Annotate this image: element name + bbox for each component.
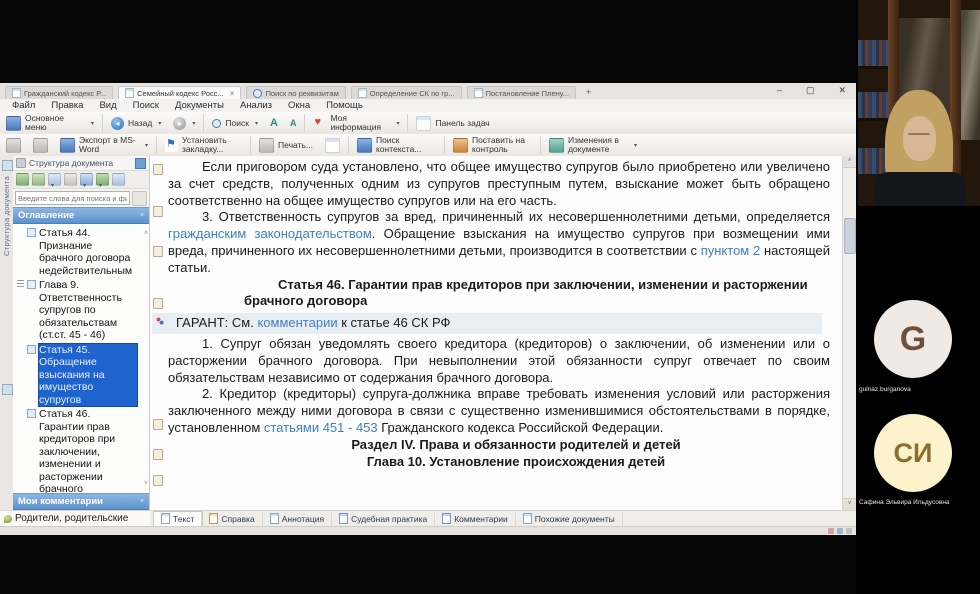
main-menu-button[interactable]: Основное меню ▾ <box>0 113 100 133</box>
section-iv-heading: Раздел IV. Права и обязанности родителей и детей <box>351 436 681 452</box>
scroll-up-icon[interactable] <box>843 156 856 168</box>
toolbar-separator <box>250 136 251 154</box>
save-icon <box>6 138 21 153</box>
bookshelf <box>858 148 888 174</box>
bookshelf <box>858 92 888 118</box>
toc-item-article-45[interactable]: Статья 45. Обращение взыскания на имущество супругов <box>17 344 137 407</box>
search-icon <box>212 119 221 128</box>
scroll-up-icon[interactable] <box>144 228 148 241</box>
set-bookmark-button[interactable]: ⚑ Установить закладку... <box>159 135 248 155</box>
preview-button[interactable] <box>319 135 346 155</box>
main-menu-icon <box>6 116 21 131</box>
window-controls <box>777 85 846 96</box>
filter-icon[interactable] <box>80 173 93 186</box>
section-menu-icon[interactable]: × <box>139 212 144 219</box>
back-arrow-icon: ◂ <box>111 117 124 130</box>
text-run: 3. Ответственность супругов за вред, причиненный их несовершеннолетними детьми, определяется <box>202 209 830 225</box>
back-button[interactable]: ◂ Назад ▾ <box>105 113 167 133</box>
dock-panel-icon[interactable] <box>135 158 146 169</box>
article-icon <box>27 345 36 354</box>
footer-tab-comments[interactable] <box>435 512 516 526</box>
menu-analysis[interactable]: Анализ <box>239 100 273 111</box>
forward-arrow-icon: ▸ <box>173 117 186 130</box>
scroll-down-icon[interactable] <box>843 498 856 510</box>
refresh-icon[interactable] <box>64 173 77 186</box>
participant-shoulders <box>874 172 966 206</box>
document-text <box>168 159 830 470</box>
structure-panel-icon[interactable] <box>2 384 13 395</box>
my-information-button[interactable]: ♥ Моя информация ▾ <box>307 113 405 133</box>
collapse-node-icon[interactable] <box>17 280 24 289</box>
footer-tab-reference[interactable] <box>202 512 262 526</box>
toolbar-separator <box>444 136 445 154</box>
garant-note <box>152 313 822 334</box>
menu-view[interactable]: Вид <box>99 100 117 111</box>
forward-button[interactable] <box>167 113 201 133</box>
margin-marker-icon[interactable] <box>153 246 163 257</box>
text-run: Гражданского кодекса Российской Федерации. <box>377 419 664 435</box>
glass-cabinet-door <box>961 10 980 140</box>
document-changes-button[interactable]: Изменения в документе ▾ <box>543 135 643 155</box>
toc-item-article-44[interactable]: Статья 44. Признание брачного договора недействительным <box>17 227 137 277</box>
document-icon <box>474 88 483 98</box>
reference-tab-icon <box>209 513 218 524</box>
text-run: . Обращение взыскания на имущество супругов при возмещении ими вреда, причиненного их несовершеннолетними детьми, производится в соответствии с <box>168 226 830 258</box>
garant-label: ГАРАНТ: <box>176 315 229 331</box>
toc-item-chapter-9[interactable]: Глава 9. Ответственность супругов по обязательствам (ст.ст. 45 - 46) <box>17 279 137 342</box>
margin-marker-icon[interactable] <box>153 475 163 486</box>
structure-vertical-tab[interactable]: Структура документа <box>2 176 11 256</box>
link-articles-451-453[interactable]: статьями 451 - 453 <box>263 419 378 435</box>
section-menu-icon[interactable]: × <box>139 498 144 505</box>
minimize-icon[interactable]: – <box>776 85 782 95</box>
chapter-icon <box>27 280 36 289</box>
view-mode-icon[interactable] <box>48 173 61 186</box>
link-civil-legislation[interactable]: гражданским законодательством <box>168 226 372 242</box>
footer-tab-label: Аннотация <box>281 513 325 524</box>
tab-search-by-requisites[interactable] <box>246 86 345 99</box>
task-panel-icon <box>416 116 431 131</box>
document-scrollbar[interactable] <box>842 156 856 510</box>
text-run: См. <box>231 315 258 331</box>
footer-tab-similar-documents[interactable] <box>516 512 623 526</box>
toc-section-header[interactable] <box>13 207 149 224</box>
tab-label: Семейный кодекс Росс... <box>137 88 224 98</box>
toolbar-separator <box>540 136 541 154</box>
status-icon[interactable] <box>846 528 852 534</box>
comments-header-label: Мои комментарии <box>18 496 103 507</box>
comment-marker-icon <box>4 515 12 523</box>
toolbar-separator <box>348 136 349 154</box>
document-footer-tabs <box>150 510 856 526</box>
collapse-all-icon[interactable] <box>32 173 45 186</box>
paragraph <box>168 209 830 276</box>
document-structure-panel <box>13 156 150 510</box>
text-run: настоящей статьи. <box>168 242 830 275</box>
participants-panel <box>856 0 980 594</box>
toc-header-label: Оглавление <box>18 210 75 221</box>
control-icon <box>453 138 468 153</box>
search-icon <box>253 89 262 98</box>
shelf-edge <box>858 118 888 121</box>
page-icon <box>325 138 340 153</box>
chapter-10-heading: Глава 10. Установление происхождения детей <box>366 453 666 469</box>
export-msword-button[interactable]: Экспорт в MS-Word ▾ <box>54 135 154 155</box>
main-toolbar <box>0 112 856 135</box>
webcam-video[interactable] <box>858 0 980 206</box>
footer-tab-label: Комментарии <box>454 513 508 524</box>
status-bar <box>0 526 856 535</box>
print-button[interactable]: Печать... <box>253 135 319 155</box>
text-tab-icon <box>161 513 170 524</box>
footer-tab-label: Судебная практика <box>351 513 428 524</box>
document-icon <box>358 88 367 98</box>
folder-icon <box>33 138 48 153</box>
tab-family-code[interactable] <box>118 86 241 99</box>
link-point-2[interactable]: пунктом 2 <box>700 242 761 258</box>
comment-item-label: Родители, родительские <box>15 513 129 524</box>
tab-label: Поиск по реквизитам <box>265 88 339 98</box>
margin-marker-icon[interactable] <box>153 419 163 430</box>
maximize-icon[interactable]: ▢ <box>805 85 815 95</box>
document-view <box>150 156 856 510</box>
structure-search-row <box>13 189 149 207</box>
document-toolbar <box>0 134 856 157</box>
annotation-tab-icon <box>270 513 279 524</box>
margin-marker-icon[interactable] <box>153 449 163 460</box>
document-icon <box>12 88 21 98</box>
context-search-button[interactable]: Поиск контекста... <box>351 135 442 155</box>
heart-icon <box>313 117 326 130</box>
my-comments-item[interactable] <box>0 510 150 526</box>
avatar-gulnaz[interactable] <box>874 300 952 378</box>
pin-icon[interactable] <box>2 160 13 171</box>
status-icon[interactable] <box>837 528 843 534</box>
avatar-safina[interactable] <box>874 414 952 492</box>
paragraph: 1. Супруг обязан уведомлять своего кредитора (кредиторов) о заключении, об изменении или о расторжении брачного договора. При невыполнении этой обязанности супруг отвечает по своим обязательствам независимо от содержания брачного договора. <box>168 335 830 385</box>
tab-label: Постановление Плену... <box>485 88 570 98</box>
export-word-icon <box>60 138 75 153</box>
printer-icon <box>259 138 274 153</box>
toolbar-separator <box>102 114 103 132</box>
menu-documents[interactable]: Документы <box>174 100 224 111</box>
garant-application-window <box>0 83 856 535</box>
avatar-initials: G <box>899 319 927 358</box>
footer-tab-text[interactable] <box>154 512 202 526</box>
toc-tree <box>13 224 149 493</box>
participant-name: gulnaz.burganova <box>859 386 911 393</box>
sync-icon[interactable] <box>96 173 109 186</box>
garant-marker-icon <box>156 317 164 325</box>
footer-tab-label: Похожие документы <box>534 513 615 524</box>
document-icon <box>125 88 134 98</box>
tab-civil-code[interactable] <box>5 86 113 99</box>
apply-filter-icon[interactable] <box>132 191 147 206</box>
similar-docs-tab-icon <box>523 513 532 524</box>
changes-icon <box>549 138 564 153</box>
menu-edit[interactable]: Правка <box>51 100 84 111</box>
avatar-initials: СИ <box>893 437 933 468</box>
tab-court-ruling[interactable] <box>351 86 462 99</box>
shelf-edge <box>858 66 888 69</box>
paragraph <box>168 386 830 436</box>
search-button[interactable]: Поиск ▾ <box>206 113 264 133</box>
footer-tab-court-practice[interactable] <box>332 512 435 526</box>
article-46-heading: Статья 46. Гарантии прав кредиторов при заключении, изменении и расторжении брачного договора <box>244 276 808 309</box>
toc-item-article-46[interactable]: Статья 46. Гарантии прав кредиторов при заключении, изменении и расторжении брачного <box>17 408 137 493</box>
toolbar-separator <box>203 114 204 132</box>
save-button[interactable] <box>0 135 27 155</box>
font-decrease-button[interactable]: А <box>289 118 297 128</box>
menu-help[interactable]: Помощь <box>326 100 363 111</box>
settings-icon[interactable] <box>112 173 125 186</box>
status-icon[interactable] <box>828 528 834 534</box>
open-button[interactable] <box>27 135 54 155</box>
article-icon <box>27 228 36 237</box>
menu-bar <box>0 99 856 112</box>
side-tab-strip <box>0 156 14 510</box>
article-icon <box>27 409 36 418</box>
expand-all-icon[interactable] <box>16 173 29 186</box>
close-icon[interactable]: ✕ <box>838 85 846 95</box>
toolbar-separator <box>407 114 408 132</box>
footer-tab-annotation[interactable] <box>263 512 332 526</box>
task-panel-button[interactable]: Панель задач <box>410 113 495 133</box>
context-search-icon <box>357 138 372 153</box>
scroll-down-icon[interactable] <box>144 478 148 491</box>
new-tab-button[interactable]: + <box>586 87 592 97</box>
participant-name: Сафина Эльвира Ильдусовна <box>859 499 950 506</box>
menu-file[interactable]: Файл <box>12 100 36 111</box>
margin-marker-icon[interactable] <box>153 298 163 309</box>
footer-tab-label: Справка <box>221 513 255 524</box>
font-increase-button[interactable]: А <box>269 117 278 129</box>
tab-plenum-resolution[interactable] <box>467 86 576 99</box>
put-on-control-button[interactable]: Поставить на контроль <box>447 135 538 155</box>
pin-icon[interactable] <box>16 158 26 168</box>
court-practice-tab-icon <box>339 513 348 524</box>
text-run: к статье 46 СК РФ <box>337 315 451 331</box>
scrollbar-thumb[interactable] <box>844 218 856 254</box>
comments-tab-icon <box>442 513 451 524</box>
tab-close-icon[interactable]: × <box>229 88 235 98</box>
footer-tab-label: Текст <box>173 513 195 524</box>
toolbar-separator <box>304 114 305 132</box>
bookmark-flag-icon <box>165 139 178 152</box>
structure-toolbar <box>13 170 149 189</box>
bookshelf <box>858 40 888 66</box>
paragraph: Если приговором суда установлено, что общее имущество супругов было приобретено или увеличено за счет средств, полученных одним из супругов преступным путем, взыскание может быть обращено соответственно на общее имущество супругов или на его часть. <box>168 159 830 208</box>
panel-header <box>13 156 149 170</box>
participant-face-detail <box>908 133 930 135</box>
tab-label: Определение СК по гр... <box>369 88 455 98</box>
menu-windows[interactable]: Окна <box>288 100 311 111</box>
menu-search[interactable]: Поиск <box>132 100 159 111</box>
toolbar-separator <box>156 136 157 154</box>
link-commentaries[interactable]: комментарии <box>257 315 338 331</box>
document-tab-bar <box>0 83 856 100</box>
my-comments-section-header[interactable] <box>13 493 149 510</box>
margin-marker-icon[interactable] <box>153 164 163 175</box>
tab-label: Гражданский кодекс Р... <box>24 88 107 98</box>
structure-search-input[interactable] <box>15 191 130 205</box>
text-run: 2. Кредитор (кредиторы) супруга-должника вправе требовать изменения условий или расторжения заключенного между ними договора в связи с существенно изменившимися обстоятельствами в порядке, установленном <box>168 386 830 435</box>
participant-face <box>903 116 936 161</box>
margin-marker-icon[interactable] <box>153 206 163 217</box>
panel-title: Структура документа <box>29 158 114 168</box>
